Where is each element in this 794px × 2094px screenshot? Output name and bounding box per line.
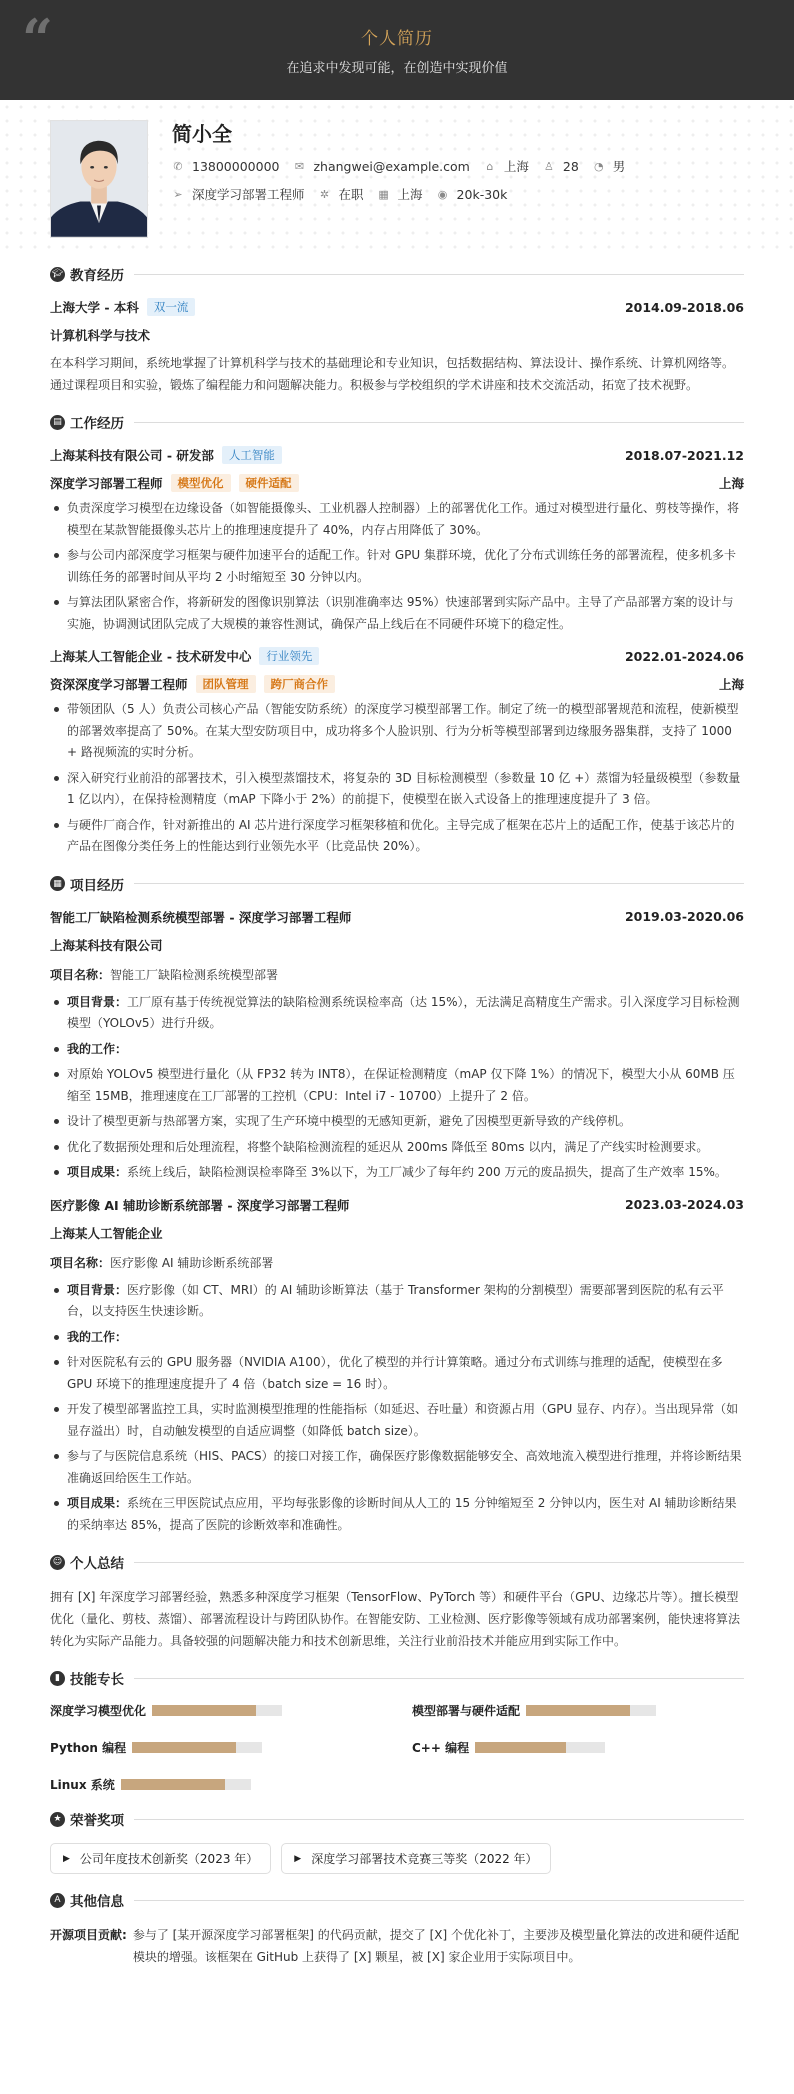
divider <box>134 274 744 275</box>
skill-bar-fill <box>475 1742 566 1753</box>
salary-value: 20k-30k <box>456 186 508 202</box>
profile-info <box>172 118 639 203</box>
summary-title: 个人总结 <box>70 1556 124 1572</box>
project-period: 2023.03-2024.03 <box>624 1197 744 1212</box>
email-item <box>293 159 469 174</box>
projects-heading <box>50 874 744 894</box>
project-background <box>50 1280 744 1323</box>
list-item: 带领团队（5 人）负责公司核心产品（智能安防系统）的深度学习模型部署工作。制定了统一的模型部署规范和流程，使新模型的部署效率提高了 50%。在某大型安防项目中，成功将多个人脸识别、行为分析等模型部署到边缘服务器集群，支持了 1000 + 路视频流的实时分析。 <box>50 699 744 764</box>
job-bullets <box>50 699 744 858</box>
skill-tag: 模型优化 <box>171 474 231 492</box>
divider <box>134 1562 744 1563</box>
header-band <box>0 0 794 100</box>
phone-item <box>172 159 279 174</box>
list-item: 参与公司内部深度学习框架与硬件加速平台的适配工作。针对 GPU 集群环境，优化了分布式训练任务的部署流程，使多机多卡训练任务的部署时间从平均 2 小时缩短至 30 分钟以内。 <box>50 545 744 588</box>
work-label: 我的工作： <box>67 1329 128 1344</box>
skill-item <box>50 1739 382 1756</box>
project-details <box>50 992 744 1184</box>
job-bullets <box>50 498 744 635</box>
skill-bar-fill <box>526 1705 630 1716</box>
summary-section <box>0 1552 794 1652</box>
background-text: 医疗影像（如 CT、MRI）的 AI 辅助诊断算法（基于 Transformer 架构的分割模型）需要部署到医院的私有云平台，以支持医生快速诊断。 <box>67 1282 724 1318</box>
job-city: 上海 <box>718 677 744 692</box>
honor-text: 公司年度技术创新奖（2023 年） <box>79 1852 259 1866</box>
skill-item <box>50 1702 382 1719</box>
project-result <box>50 1493 744 1536</box>
job-entry <box>50 446 744 635</box>
briefcase-icon: ▤ <box>50 415 65 430</box>
work-label: 我的工作： <box>67 1041 128 1056</box>
skill-tag: 硬件适配 <box>239 474 299 492</box>
location-value: 上海 <box>503 159 529 174</box>
project-title-row <box>50 908 744 926</box>
phone-icon: ✆ <box>173 159 183 173</box>
age-item <box>543 159 579 174</box>
skills-title: 技能专长 <box>70 1672 124 1688</box>
list-item: 针对医院私有云的 GPU 服务器（NVIDIA A100），优化了模型的并行计算策略。通过分布式训练与推理的适配，使模型在多 GPU 环境下的推理速度提升了 4 倍（batch size = 16 时）。 <box>50 1352 744 1395</box>
honor-text: 深度学习部署技术竞赛三等奖（2022 年） <box>311 1852 538 1866</box>
skill-tag: 跨厂商合作 <box>264 675 336 693</box>
profile-section <box>0 100 794 256</box>
other-section <box>0 1890 794 1968</box>
home-icon: ⌂ <box>486 159 494 173</box>
graduation-cap-icon: 🎓︎ <box>50 267 65 282</box>
candidate-name: 简小全 <box>172 122 232 146</box>
job-position-row <box>50 675 744 693</box>
result-text: 系统在三甲医院试点应用，平均每张影像的诊断时间从人工的 15 分钟缩短至 2 分钟以内，医生对 AI 辅助诊断结果的采纳率达 85%，提高了医院的诊断效率和准确性。 <box>67 1496 737 1532</box>
project-work-heading <box>50 1327 744 1349</box>
skill-bar-fill <box>152 1705 256 1716</box>
skill-bar <box>132 1742 262 1753</box>
summary-text: 拥有 [X] 年深度学习部署经验，熟悉多种深度学习框架（TensorFlow、PyTorch 等）和硬件平台（GPU、边缘芯片等）。擅长模型优化（量化、剪枝、蒸馏）、部署流程设计与跨团队协作。在智能安防、工业检测、医疗影像等领域有成功部署案例，能快速将算法转化为实际产品能力。具备较强的问题解决能力和技术创新思维，关注行业前沿技术并能应用到实际工作中。 <box>50 1590 741 1648</box>
background-text: 工厂原有基于传统视觉算法的缺陷检测系统误检率高（达 15%），无法满足高精度生产需求。引入深度学习目标检测模型（YOLOv5）进行升级。 <box>67 994 740 1030</box>
job-title-item <box>172 185 305 203</box>
project-work-heading <box>50 1039 744 1061</box>
project-title: 医疗影像 AI 辅助诊断系统部署 - 深度学习部署工程师 <box>50 1197 350 1213</box>
info-icon: A <box>50 1893 65 1908</box>
job-company: 上海某人工智能企业 - 技术研发中心 <box>50 649 252 664</box>
divider <box>134 422 744 423</box>
job-position: 深度学习部署工程师 <box>50 476 163 491</box>
email-value: zhangwei@example.com <box>313 158 470 174</box>
work-heading <box>50 412 744 432</box>
honors-title: 荣誉奖项 <box>70 1813 124 1829</box>
skills-grid <box>50 1702 744 1793</box>
award-icon: ★ <box>50 1812 65 1827</box>
resume-subtitle: 在追求中发现可能，在创造中实现价值 <box>286 61 508 76</box>
project-name-value: 智能工厂缺陷检测系统模型部署 <box>110 967 279 982</box>
project-name-line <box>50 1252 744 1274</box>
project-title-row <box>50 1196 744 1214</box>
job-company: 上海某科技有限公司 - 研发部 <box>50 448 214 463</box>
project-company: 上海某科技有限公司 <box>50 937 163 953</box>
salary-item <box>437 187 508 202</box>
project-name-line <box>50 964 744 986</box>
job-period: 2018.07-2021.12 <box>624 447 744 463</box>
honor-item <box>50 1843 271 1874</box>
chart-icon: ▮ <box>50 1671 65 1686</box>
skill-item <box>412 1739 744 1756</box>
job-row <box>172 185 639 203</box>
list-item: 与硬件厂商合作，针对新推出的 AI 芯片进行深度学习框架移植和优化。主导完成了框架在芯片上的适配工作，使基于该芯片的产品在图像分类任务上的性能达到行业领先水平（比竞品快 20%）。 <box>50 815 744 858</box>
skill-bar-fill <box>121 1779 225 1790</box>
job-entry <box>50 647 744 858</box>
education-description: 在本科学习期间，系统地掌握了计算机科学与技术的基础理论和专业知识，包括数据结构、算法设计、操作系统、计算机网络等。通过课程项目和实验，锻炼了编程能力和问题解决能力。积极参与学校组织的学术讲座和技术交流活动，拓宽了技术视野。 <box>50 356 735 392</box>
school-name: 上海大学 - 本科 <box>50 300 139 315</box>
skill-bar-fill <box>132 1742 236 1753</box>
play-icon: ▶ <box>63 1853 70 1864</box>
other-title: 其他信息 <box>70 1894 124 1910</box>
project-name-value: 医疗影像 AI 辅助诊断系统部署 <box>110 1255 274 1270</box>
other-entry <box>50 1924 744 1968</box>
project-period: 2019.03-2020.06 <box>624 909 744 924</box>
gender-icon: ◔ <box>593 159 604 173</box>
contact-row <box>172 157 639 175</box>
project-title: 智能工厂缺陷检测系统模型部署 - 深度学习部署工程师 <box>50 909 352 925</box>
quote-mark-icon: “ <box>22 7 54 71</box>
resume-title: 个人简历 <box>361 29 433 49</box>
project-background <box>50 992 744 1035</box>
grid-icon: ▦ <box>50 876 65 891</box>
education-title: 教育经历 <box>70 268 124 284</box>
skills-heading <box>50 1668 744 1688</box>
school-tag: 双一流 <box>147 298 196 316</box>
skill-name: 深度学习模型优化 <box>50 1704 147 1718</box>
list-item: 开发了模型部署监控工具，实时监测模型推理的性能指标（如延迟、吞吐量）和资源占用（GPU 显存、内存）。当出现异常（如显存溢出）时，自动触发模型的自适应调整（如降低 batch size）。 <box>50 1399 744 1442</box>
education-row <box>50 298 744 316</box>
skill-bar <box>152 1705 282 1716</box>
other-label: 开源项目贡献: <box>50 1928 127 1942</box>
list-item: 深入研究行业前沿的部署技术，引入模型蒸馏技术，将复杂的 3D 目标检测模型（参数量 10 亿 +）蒸馏为轻量级模型（参数量 1 亿以内），在保持检测精度（mAP 下降小于 2%）的前提下，使模型在嵌入式设备上的推理速度提升了 3 倍。 <box>50 768 744 811</box>
project-result <box>50 1162 744 1184</box>
list-item: 参与了与医院信息系统（HIS、PACS）的接口对接工作，确保医疗影像数据能够安全、高效地流入模型进行推理，并将诊断结果准确返回给医生工作站。 <box>50 1446 744 1489</box>
education-heading <box>50 264 744 284</box>
divider <box>134 1819 744 1820</box>
paper-plane-icon: ➢ <box>173 187 183 201</box>
location-item <box>484 157 529 175</box>
building-icon: ▦ <box>378 187 389 201</box>
list-item: 对原始 YOLOv5 模型进行量化（从 FP32 转为 INT8），在保证检测精度（mAP 仅下降 1%）的情况下，模型大小从 60MB 压缩至 15MB，推理速度在工厂部署的工控机（CPU：Intel i7 - 10700）上提升了 2 倍。 <box>50 1064 744 1107</box>
job-city: 上海 <box>718 476 744 491</box>
result-text: 系统上线后，缺陷检测误检率降至 3%以下，为工厂减少了每年约 200 万元的废品损失，提高了生产效率 15%。 <box>127 1165 727 1179</box>
other-heading <box>50 1890 744 1910</box>
project-entry <box>50 1196 744 1537</box>
job-title-value: 深度学习部署工程师 <box>192 187 305 202</box>
phone-value: 13800000000 <box>192 158 280 174</box>
skill-name: Python 编程 <box>50 1741 127 1755</box>
play-icon: ▶ <box>294 1853 302 1864</box>
skill-name: Linux 系统 <box>50 1778 115 1792</box>
honors-heading <box>50 1809 744 1829</box>
status-icon: ✲ <box>319 187 330 201</box>
background-label: 项目背景： <box>67 994 128 1009</box>
projects-section <box>0 874 794 1537</box>
salary-icon: ◉ <box>437 187 448 201</box>
job-position: 资深深度学习部署工程师 <box>50 677 188 692</box>
status-item <box>319 185 364 203</box>
project-details <box>50 1280 744 1537</box>
skill-name: C++ 编程 <box>412 1741 470 1755</box>
project-company: 上海某人工智能企业 <box>50 1225 163 1241</box>
list-item: 优化了数据预处理和后处理流程，将整个缺陷检测流程的延迟从 200ms 降低至 80ms 以内，满足了产线实时检测要求。 <box>50 1137 744 1159</box>
project-entry <box>50 908 744 1184</box>
projects-title: 项目经历 <box>70 877 124 894</box>
avatar-portrait-icon <box>51 121 147 237</box>
summary-heading <box>50 1552 744 1572</box>
honors-section <box>0 1809 794 1874</box>
job-period: 2022.01-2024.06 <box>624 648 744 664</box>
result-label: 项目成果： <box>67 1496 128 1510</box>
divider <box>134 1678 744 1679</box>
list-item: 设计了模型更新与热部署方案，实现了生产环境中模型的无感知更新，避免了因模型更新导致的产线停机。 <box>50 1111 744 1133</box>
background-label: 项目背景： <box>67 1282 128 1297</box>
age-value: 28 <box>562 158 579 174</box>
skill-item <box>412 1702 744 1719</box>
education-section <box>0 264 794 396</box>
divider <box>134 883 744 884</box>
divider <box>134 1900 744 1901</box>
major: 计算机科学与技术 <box>50 328 151 343</box>
avatar <box>50 120 148 238</box>
city-item <box>378 185 423 203</box>
project-name-label: 项目名称： <box>50 1255 111 1270</box>
gender-value: 男 <box>612 159 626 174</box>
result-label: 项目成果： <box>67 1165 128 1179</box>
project-name-label: 项目名称： <box>50 967 111 982</box>
company-tag: 人工智能 <box>222 446 282 464</box>
skill-bar <box>121 1779 251 1790</box>
status-value: 在职 <box>338 187 364 202</box>
job-position-row <box>50 474 744 492</box>
skill-tag: 团队管理 <box>196 675 256 693</box>
job-company-row <box>50 446 744 464</box>
gender-item <box>593 157 626 175</box>
skill-bar <box>475 1742 605 1753</box>
user-icon: ☺ <box>50 1555 65 1570</box>
list-item: 负责深度学习模型在边缘设备（如智能摄像头、工业机器人控制器）上的部署优化工作。通过对模型进行量化、剪枝等操作，将模型在某款智能摄像头芯片上的推理速度提升了 40%，内存占用降低了 30%。 <box>50 498 744 541</box>
skill-bar <box>526 1705 656 1716</box>
city-value: 上海 <box>397 187 423 202</box>
education-period: 2014.09-2018.06 <box>624 299 744 315</box>
skills-section <box>0 1668 794 1793</box>
job-company-row <box>50 647 744 665</box>
honor-item <box>281 1843 550 1874</box>
honors-list <box>50 1843 744 1874</box>
skill-item <box>50 1776 382 1793</box>
skill-name: 模型部署与硬件适配 <box>412 1704 521 1718</box>
work-section <box>0 412 794 858</box>
age-icon: ♙ <box>543 159 554 173</box>
email-icon: ✉ <box>294 159 305 173</box>
work-title: 工作经历 <box>70 416 124 432</box>
company-tag: 行业领先 <box>259 647 319 665</box>
other-text: 参与了 [某开源深度学习部署框架] 的代码贡献，提交了 [X] 个优化补丁，主要涉及模型量化算法的改进和硬件适配模块的增强。该框架在 GitHub 上获得了 [X] 颗星，被 [X] 家企业用于实际项目中。 <box>132 1928 740 1964</box>
list-item: 与算法团队紧密合作，将新研发的图像识别算法（识别准确率达 95%）快速部署到实际产品中。主导了产品部署方案的设计与实施，协调测试团队完成了大规模的兼容性测试，确保产品上线后在不同硬件环境下的稳定性。 <box>50 592 744 635</box>
